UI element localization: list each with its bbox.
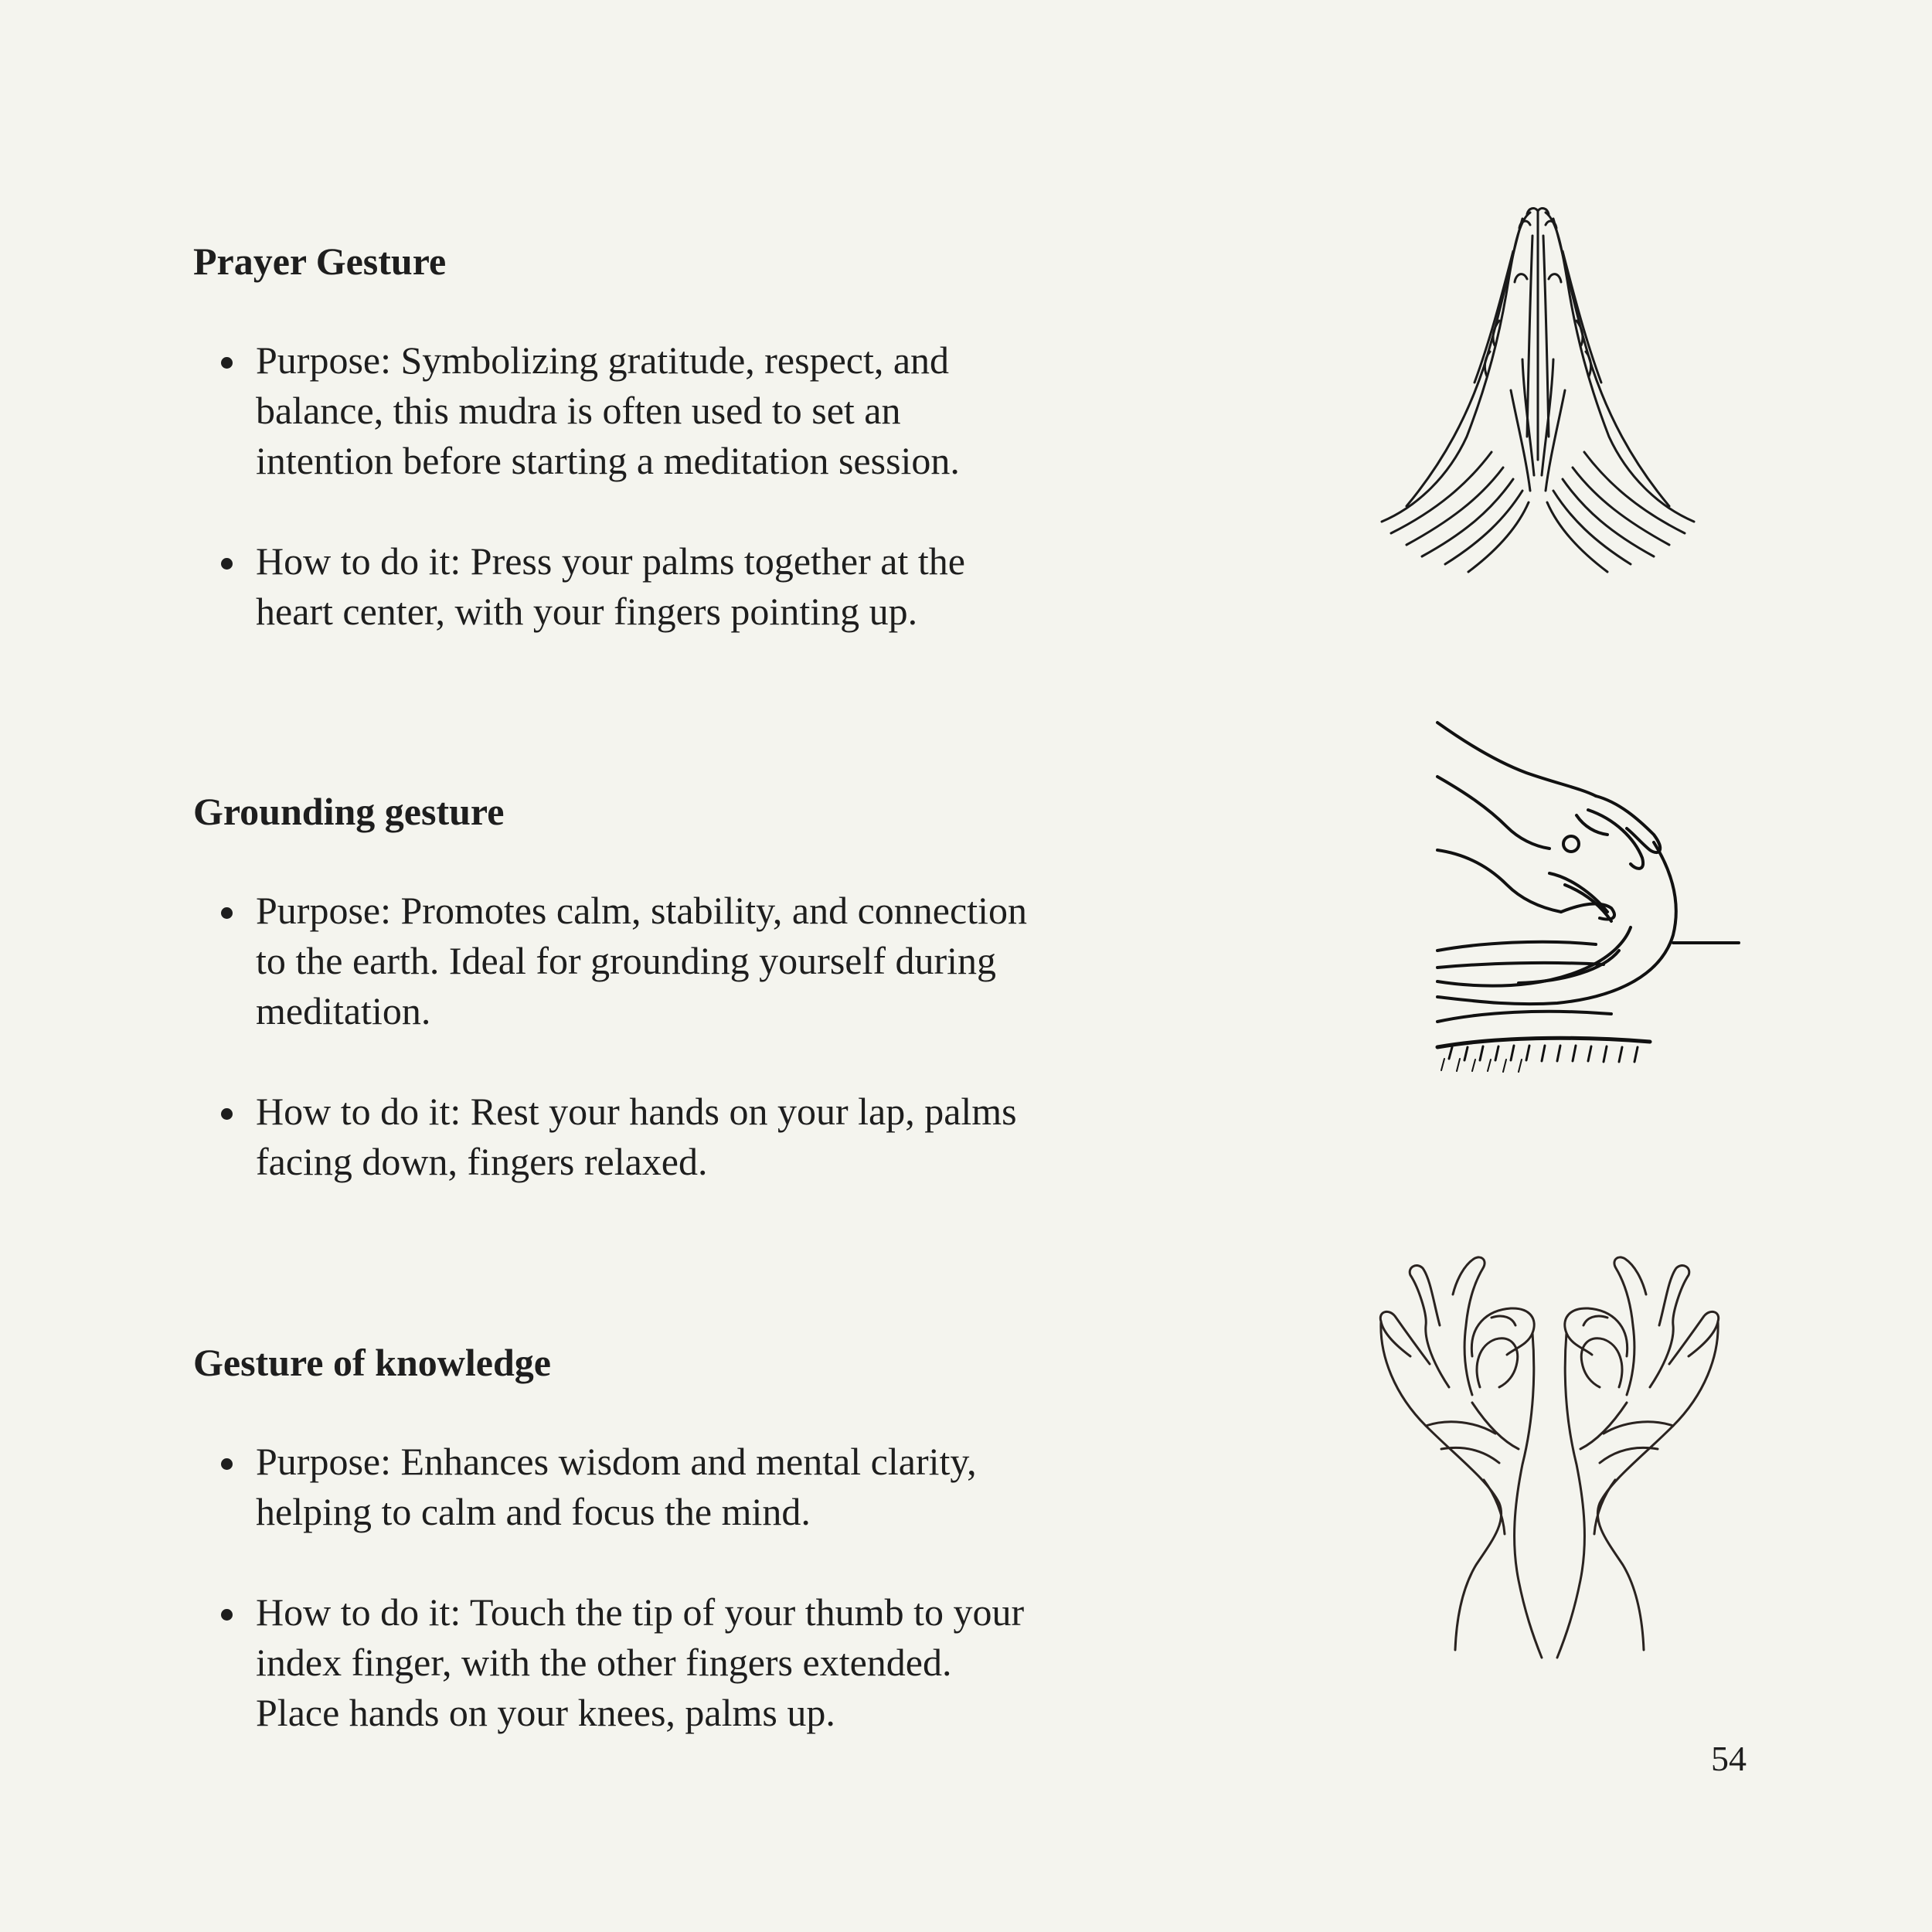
how-to-bullet: How to do it: Touch the tip of your thumb to your index finger, with the other fingers extended. Place hands on your knees, palms up.: [193, 1587, 1043, 1738]
knowledge-gesture-section: [193, 1339, 1043, 1738]
purpose-bullet: Purpose: Symbolizing gratitude, respect, and balance, this mudra is often used to set an intention before starting a meditation session.: [193, 335, 1043, 486]
knowledge-mudra-hands-icon: [1333, 1248, 1766, 1665]
how-to-bullet: How to do it: Press your palms together at the heart center, with your fingers pointing up.: [193, 536, 1043, 637]
purpose-bullet: Purpose: Promotes calm, stability, and connection to the earth. Ideal for grounding yourself during meditation.: [193, 886, 1043, 1036]
bullet-list: [193, 335, 1043, 637]
how-to-bullet: How to do it: Rest your hands on your lap, palms facing down, fingers relaxed.: [193, 1087, 1043, 1187]
section-title: Gesture of knowledge: [193, 1341, 551, 1384]
section-title: Prayer Gesture: [193, 240, 447, 283]
bullet-list: [193, 886, 1043, 1187]
hands-on-lap-icon: [1434, 719, 1743, 1082]
prayer-gesture-section: [193, 238, 1043, 637]
purpose-bullet: Purpose: Enhances wisdom and mental clarity, helping to calm and focus the mind.: [193, 1437, 1043, 1537]
bullet-list: [193, 1437, 1043, 1738]
grounding-gesture-section: [193, 788, 1043, 1187]
prayer-hands-icon: [1376, 205, 1700, 576]
page-number: 54: [1711, 1739, 1747, 1778]
section-title: Grounding gesture: [193, 790, 505, 833]
